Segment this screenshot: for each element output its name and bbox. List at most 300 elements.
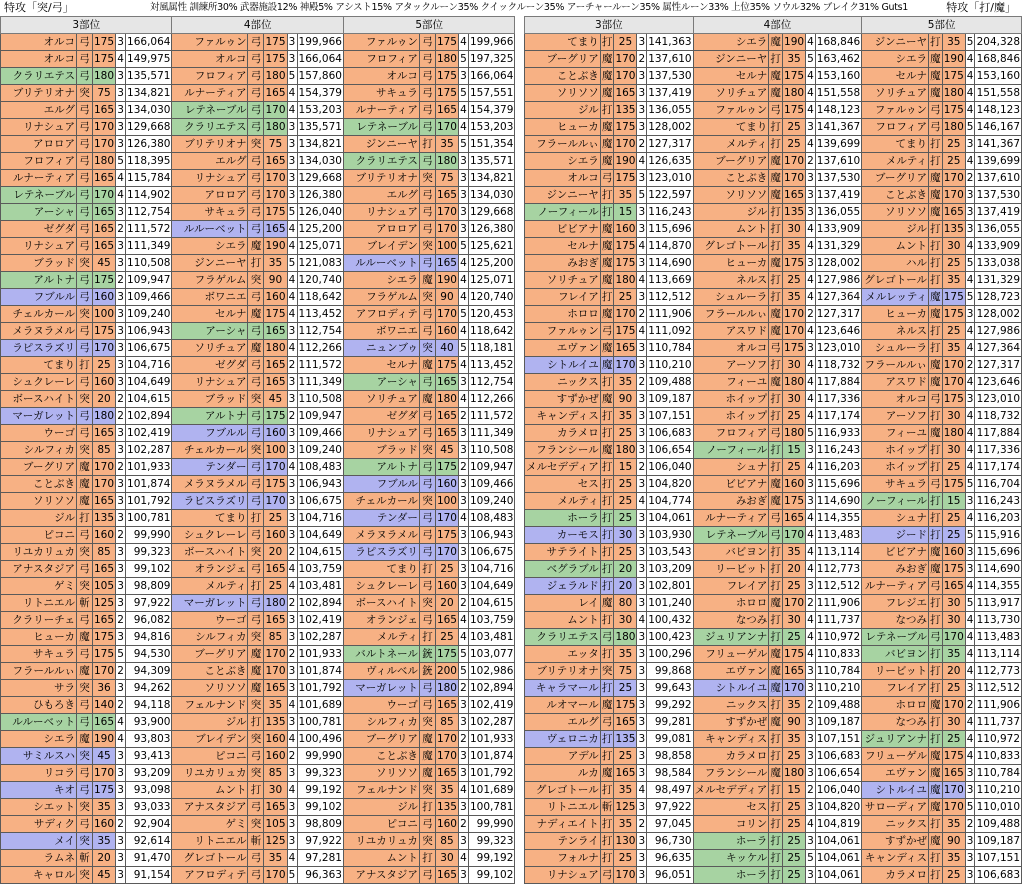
level-cell[interactable]: 180: [614, 272, 637, 289]
level-cell[interactable]: 165: [435, 408, 458, 425]
character-name[interactable]: メラヌラメル: [343, 527, 419, 544]
rank-cell[interactable]: 4: [965, 323, 975, 340]
score-cell[interactable]: 131,329: [975, 272, 1022, 289]
level-cell[interactable]: 165: [264, 85, 287, 102]
type-cell[interactable]: 弓: [419, 187, 435, 204]
score-cell[interactable]: 96,635: [647, 850, 693, 867]
type-cell[interactable]: 弓: [419, 578, 435, 595]
type-cell[interactable]: 弓: [77, 697, 93, 714]
level-cell[interactable]: 30: [942, 612, 965, 629]
score-cell[interactable]: 117,174: [815, 408, 861, 425]
score-cell[interactable]: 99,323: [468, 833, 514, 850]
character-name[interactable]: アーソフ: [693, 357, 769, 374]
level-cell[interactable]: 180: [614, 442, 637, 459]
character-name[interactable]: メルティ: [693, 136, 769, 153]
rank-cell[interactable]: 3: [116, 442, 126, 459]
level-cell[interactable]: 175: [93, 646, 116, 663]
character-name[interactable]: アーシャ: [1, 204, 77, 221]
type-cell[interactable]: 弓: [77, 187, 93, 204]
level-cell[interactable]: 180: [942, 85, 965, 102]
type-cell[interactable]: 打: [769, 136, 783, 153]
character-name[interactable]: リービット: [693, 561, 769, 578]
type-cell[interactable]: 魔: [77, 629, 93, 646]
rank-cell[interactable]: 3: [965, 221, 975, 238]
rank-cell[interactable]: 2: [637, 816, 647, 833]
type-cell[interactable]: 突: [419, 833, 435, 850]
character-name[interactable]: アスワド: [693, 323, 769, 340]
score-cell[interactable]: 118,642: [468, 323, 514, 340]
score-cell[interactable]: 123,010: [975, 391, 1022, 408]
character-name[interactable]: リナシュア: [343, 204, 419, 221]
score-cell[interactable]: 116,243: [815, 442, 861, 459]
rank-cell[interactable]: 3: [806, 578, 816, 595]
rank-cell[interactable]: 3: [116, 323, 126, 340]
score-cell[interactable]: 168,846: [975, 51, 1022, 68]
score-cell[interactable]: 112,773: [975, 663, 1022, 680]
rank-cell[interactable]: 3: [287, 425, 297, 442]
type-cell[interactable]: 弓: [77, 340, 93, 357]
rank-cell[interactable]: 2: [965, 697, 975, 714]
character-name[interactable]: アロロア: [343, 221, 419, 238]
rank-cell[interactable]: 3: [116, 476, 126, 493]
score-cell[interactable]: 111,349: [126, 238, 172, 255]
type-cell[interactable]: 弓: [77, 289, 93, 306]
rank-cell[interactable]: 4: [806, 85, 816, 102]
type-cell[interactable]: 弓: [248, 68, 264, 85]
rank-cell[interactable]: 3: [458, 544, 468, 561]
character-name[interactable]: サミルスハ: [1, 748, 77, 765]
character-name[interactable]: ブーグリア: [693, 153, 769, 170]
score-cell[interactable]: 113,483: [975, 629, 1022, 646]
level-cell[interactable]: 175: [264, 306, 287, 323]
score-cell[interactable]: 108,483: [468, 510, 514, 527]
type-cell[interactable]: 魔: [929, 561, 943, 578]
character-name[interactable]: キオ: [1, 782, 77, 799]
character-name[interactable]: エルグ: [1, 102, 77, 119]
character-name[interactable]: ビビアナ: [525, 221, 601, 238]
score-cell[interactable]: 102,287: [297, 629, 343, 646]
character-name[interactable]: フレジエ: [862, 595, 929, 612]
score-cell[interactable]: 116,933: [815, 425, 861, 442]
level-cell[interactable]: 160: [783, 476, 806, 493]
score-cell[interactable]: 204,328: [975, 34, 1022, 51]
rank-cell[interactable]: 4: [965, 238, 975, 255]
rank-cell[interactable]: 3: [116, 34, 126, 51]
type-cell[interactable]: 打: [929, 323, 943, 340]
type-cell[interactable]: 魔: [929, 782, 943, 799]
level-cell[interactable]: 30: [942, 408, 965, 425]
character-name[interactable]: ゼグダ: [172, 357, 248, 374]
level-cell[interactable]: 35: [614, 187, 637, 204]
level-cell[interactable]: 165: [264, 153, 287, 170]
rank-cell[interactable]: 4: [458, 510, 468, 527]
character-name[interactable]: ラピスラズリ: [343, 544, 419, 561]
rank-cell[interactable]: 5: [287, 68, 297, 85]
score-cell[interactable]: 94,530: [126, 646, 172, 663]
rank-cell[interactable]: 3: [116, 833, 126, 850]
type-cell[interactable]: 弓: [248, 561, 264, 578]
level-cell[interactable]: 20: [783, 561, 806, 578]
rank-cell[interactable]: 3: [116, 255, 126, 272]
rank-cell[interactable]: 5: [116, 646, 126, 663]
level-cell[interactable]: 175: [435, 527, 458, 544]
rank-cell[interactable]: 4: [458, 782, 468, 799]
rank-cell[interactable]: 4: [806, 612, 816, 629]
level-cell[interactable]: 105: [93, 578, 116, 595]
character-name[interactable]: ことぶき: [343, 748, 419, 765]
character-name[interactable]: ヴェロニカ: [525, 731, 601, 748]
level-cell[interactable]: 25: [614, 680, 637, 697]
character-name[interactable]: みおぎ: [693, 493, 769, 510]
score-cell[interactable]: 109,187: [647, 391, 693, 408]
level-cell[interactable]: 25: [614, 425, 637, 442]
type-cell[interactable]: 弓: [419, 51, 435, 68]
rank-cell[interactable]: 4: [287, 272, 297, 289]
level-cell[interactable]: 36: [93, 680, 116, 697]
character-name[interactable]: フロフィア: [172, 68, 248, 85]
score-cell[interactable]: 103,759: [468, 612, 514, 629]
level-cell[interactable]: 170: [614, 136, 637, 153]
type-cell[interactable]: 魔: [77, 731, 93, 748]
score-cell[interactable]: 116,203: [815, 459, 861, 476]
level-cell[interactable]: 125: [93, 595, 116, 612]
character-name[interactable]: ニュンブゥ: [343, 340, 419, 357]
character-name[interactable]: ボワニエ: [172, 289, 248, 306]
character-name[interactable]: ファルゥン: [862, 102, 929, 119]
rank-cell[interactable]: 2: [287, 595, 297, 612]
score-cell[interactable]: 123,010: [815, 340, 861, 357]
type-cell[interactable]: 魔: [600, 357, 614, 374]
level-cell[interactable]: 25: [435, 561, 458, 578]
rank-cell[interactable]: 4: [965, 731, 975, 748]
level-cell[interactable]: 20: [942, 663, 965, 680]
character-name[interactable]: ムント: [343, 850, 419, 867]
level-cell[interactable]: 15: [942, 493, 965, 510]
level-cell[interactable]: 90: [264, 272, 287, 289]
character-name[interactable]: バビヨン: [862, 646, 929, 663]
character-name[interactable]: みおぎ: [862, 561, 929, 578]
rank-cell[interactable]: 3: [806, 833, 816, 850]
level-cell[interactable]: 170: [783, 153, 806, 170]
rank-cell[interactable]: 2: [287, 544, 297, 561]
character-name[interactable]: ナディエイト: [525, 816, 601, 833]
score-cell[interactable]: 137,419: [647, 85, 693, 102]
rank-cell[interactable]: 3: [965, 187, 975, 204]
character-name[interactable]: ニックス: [693, 697, 769, 714]
type-cell[interactable]: 打: [769, 799, 783, 816]
character-name[interactable]: シルフィカ: [1, 442, 77, 459]
character-name[interactable]: ホーラ: [525, 510, 601, 527]
character-name[interactable]: エッタ: [525, 646, 601, 663]
level-cell[interactable]: 160: [264, 731, 287, 748]
level-cell[interactable]: 25: [783, 459, 806, 476]
score-cell[interactable]: 103,543: [647, 544, 693, 561]
level-cell[interactable]: 25: [783, 867, 806, 884]
level-cell[interactable]: 25: [614, 748, 637, 765]
type-cell[interactable]: 魔: [769, 765, 783, 782]
score-cell[interactable]: 97,922: [297, 833, 343, 850]
type-cell[interactable]: 弓: [77, 170, 93, 187]
level-cell[interactable]: 170: [783, 680, 806, 697]
score-cell[interactable]: 106,683: [975, 867, 1022, 884]
score-cell[interactable]: 141,363: [647, 34, 693, 51]
level-cell[interactable]: 170: [435, 510, 458, 527]
type-cell[interactable]: 打: [929, 663, 943, 680]
score-cell[interactable]: 117,884: [815, 374, 861, 391]
level-cell[interactable]: 180: [264, 340, 287, 357]
rank-cell[interactable]: 4: [287, 782, 297, 799]
type-cell[interactable]: 弓: [419, 306, 435, 323]
score-cell[interactable]: 122,597: [647, 187, 693, 204]
level-cell[interactable]: 165: [93, 170, 116, 187]
rank-cell[interactable]: 3: [965, 544, 975, 561]
type-cell[interactable]: 突: [248, 391, 264, 408]
parts-header[interactable]: 4部位: [693, 17, 862, 34]
character-name[interactable]: キャンディス: [693, 731, 769, 748]
type-cell[interactable]: 打: [929, 595, 943, 612]
level-cell[interactable]: 90: [614, 391, 637, 408]
character-name[interactable]: すずかぜ: [693, 714, 769, 731]
level-cell[interactable]: 165: [435, 102, 458, 119]
score-cell[interactable]: 111,737: [975, 714, 1022, 731]
type-cell[interactable]: 魔: [929, 68, 943, 85]
score-cell[interactable]: 93,413: [126, 748, 172, 765]
score-cell[interactable]: 109,488: [975, 816, 1022, 833]
type-cell[interactable]: 突: [77, 833, 93, 850]
type-cell[interactable]: 打: [929, 612, 943, 629]
type-cell[interactable]: 弓: [248, 170, 264, 187]
level-cell[interactable]: 35: [942, 850, 965, 867]
level-cell[interactable]: 25: [783, 136, 806, 153]
character-name[interactable]: ソリチュア: [525, 272, 601, 289]
character-name[interactable]: ラピスラズリ: [1, 340, 77, 357]
score-cell[interactable]: 102,287: [468, 714, 514, 731]
score-cell[interactable]: 113,114: [815, 544, 861, 561]
level-cell[interactable]: 165: [942, 204, 965, 221]
score-cell[interactable]: 168,846: [815, 34, 861, 51]
rank-cell[interactable]: 2: [965, 816, 975, 833]
score-cell[interactable]: 148,123: [975, 102, 1022, 119]
rank-cell[interactable]: 4: [458, 255, 468, 272]
level-cell[interactable]: 180: [614, 629, 637, 646]
score-cell[interactable]: 115,916: [975, 527, 1022, 544]
score-cell[interactable]: 123,646: [975, 374, 1022, 391]
character-name[interactable]: リコラ: [1, 765, 77, 782]
type-cell[interactable]: 弓: [419, 323, 435, 340]
type-cell[interactable]: 打: [600, 425, 614, 442]
rank-cell[interactable]: 3: [116, 136, 126, 153]
score-cell[interactable]: 101,874: [297, 663, 343, 680]
rank-cell[interactable]: 3: [116, 238, 126, 255]
level-cell[interactable]: 170: [93, 476, 116, 493]
rank-cell[interactable]: 3: [116, 850, 126, 867]
rank-cell[interactable]: 2: [287, 748, 297, 765]
type-cell[interactable]: 魔: [248, 306, 264, 323]
level-cell[interactable]: 175: [435, 459, 458, 476]
score-cell[interactable]: 104,716: [126, 357, 172, 374]
rank-cell[interactable]: 5: [287, 255, 297, 272]
level-cell[interactable]: 25: [942, 153, 965, 170]
score-cell[interactable]: 99,643: [647, 680, 693, 697]
score-cell[interactable]: 118,642: [297, 289, 343, 306]
rank-cell[interactable]: 2: [116, 221, 126, 238]
character-name[interactable]: ソリソソ: [1, 493, 77, 510]
level-cell[interactable]: 160: [264, 527, 287, 544]
level-cell[interactable]: 20: [93, 391, 116, 408]
type-cell[interactable]: 打: [600, 612, 614, 629]
rank-cell[interactable]: 3: [637, 595, 647, 612]
score-cell[interactable]: 99,323: [297, 765, 343, 782]
character-name[interactable]: ソリチュア: [862, 85, 929, 102]
character-name[interactable]: カーモス: [525, 527, 601, 544]
character-name[interactable]: ホイップ: [693, 408, 769, 425]
rank-cell[interactable]: 4: [116, 187, 126, 204]
rank-cell[interactable]: 5: [458, 663, 468, 680]
level-cell[interactable]: 100: [435, 238, 458, 255]
rank-cell[interactable]: 3: [637, 867, 647, 884]
rank-cell[interactable]: 3: [637, 340, 647, 357]
rank-cell[interactable]: 3: [637, 680, 647, 697]
rank-cell[interactable]: 4: [965, 748, 975, 765]
character-name[interactable]: ホロロ: [525, 306, 601, 323]
rank-cell[interactable]: 4: [287, 731, 297, 748]
rank-cell[interactable]: 3: [287, 629, 297, 646]
character-name[interactable]: ホイップ: [862, 459, 929, 476]
level-cell[interactable]: 160: [435, 476, 458, 493]
rank-cell[interactable]: 3: [965, 493, 975, 510]
level-cell[interactable]: 165: [264, 680, 287, 697]
score-cell[interactable]: 118,181: [468, 340, 514, 357]
level-cell[interactable]: 45: [93, 255, 116, 272]
score-cell[interactable]: 98,858: [647, 748, 693, 765]
character-name[interactable]: セルナ: [693, 68, 769, 85]
level-cell[interactable]: 25: [783, 629, 806, 646]
level-cell[interactable]: 35: [614, 782, 637, 799]
level-cell[interactable]: 35: [264, 850, 287, 867]
type-cell[interactable]: 突: [77, 255, 93, 272]
rank-cell[interactable]: 3: [287, 442, 297, 459]
type-cell[interactable]: 打: [929, 136, 943, 153]
score-cell[interactable]: 106,040: [815, 782, 861, 799]
type-cell[interactable]: 打: [929, 459, 943, 476]
type-cell[interactable]: 魔: [769, 255, 783, 272]
character-name[interactable]: ニックス: [862, 816, 929, 833]
level-cell[interactable]: 135: [93, 510, 116, 527]
type-cell[interactable]: 打: [600, 833, 614, 850]
type-cell[interactable]: 打: [600, 578, 614, 595]
type-cell[interactable]: 打: [929, 153, 943, 170]
score-cell[interactable]: 101,792: [468, 765, 514, 782]
score-cell[interactable]: 106,675: [468, 544, 514, 561]
rank-cell[interactable]: 4: [806, 221, 816, 238]
score-cell[interactable]: 101,933: [468, 731, 514, 748]
score-cell[interactable]: 110,972: [975, 731, 1022, 748]
score-cell[interactable]: 135,571: [126, 68, 172, 85]
type-cell[interactable]: 魔: [77, 476, 93, 493]
level-cell[interactable]: 15: [614, 459, 637, 476]
rank-cell[interactable]: 2: [458, 680, 468, 697]
rank-cell[interactable]: 3: [637, 221, 647, 238]
character-name[interactable]: リービット: [862, 663, 929, 680]
score-cell[interactable]: 104,061: [815, 867, 861, 884]
score-cell[interactable]: 126,635: [647, 153, 693, 170]
character-name[interactable]: キャロル: [1, 867, 77, 884]
type-cell[interactable]: 弓: [248, 204, 264, 221]
type-cell[interactable]: 打: [77, 357, 93, 374]
score-cell[interactable]: 139,699: [975, 153, 1022, 170]
type-cell[interactable]: 弓: [248, 357, 264, 374]
type-cell[interactable]: 魔: [248, 238, 264, 255]
score-cell[interactable]: 134,821: [126, 85, 172, 102]
rank-cell[interactable]: 3: [287, 119, 297, 136]
score-cell[interactable]: 108,483: [297, 459, 343, 476]
level-cell[interactable]: 165: [264, 561, 287, 578]
score-cell[interactable]: 98,809: [126, 578, 172, 595]
character-name[interactable]: ハル: [862, 255, 929, 272]
score-cell[interactable]: 104,615: [126, 391, 172, 408]
type-cell[interactable]: 魔: [769, 595, 783, 612]
score-cell[interactable]: 136,055: [647, 102, 693, 119]
character-name[interactable]: フロフィア: [862, 119, 929, 136]
character-name[interactable]: ボワニエ: [343, 323, 419, 340]
character-name[interactable]: ことぶき: [1, 476, 77, 493]
character-name[interactable]: ゲミ: [172, 816, 248, 833]
score-cell[interactable]: 113,730: [975, 612, 1022, 629]
rank-cell[interactable]: 3: [806, 867, 816, 884]
character-name[interactable]: フロフィア: [693, 425, 769, 442]
level-cell[interactable]: 175: [942, 289, 965, 306]
level-cell[interactable]: 165: [93, 561, 116, 578]
character-name[interactable]: てまり: [1, 357, 77, 374]
character-name[interactable]: ブリテリオナ: [172, 136, 248, 153]
character-name[interactable]: アロロア: [172, 187, 248, 204]
type-cell[interactable]: 弓: [419, 680, 435, 697]
rank-cell[interactable]: 4: [287, 850, 297, 867]
character-name[interactable]: メイ: [1, 833, 77, 850]
rank-cell[interactable]: 2: [458, 816, 468, 833]
score-cell[interactable]: 109,466: [126, 289, 172, 306]
type-cell[interactable]: 打: [769, 578, 783, 595]
type-cell[interactable]: 打: [929, 493, 943, 510]
rank-cell[interactable]: 4: [806, 544, 816, 561]
score-cell[interactable]: 101,933: [297, 646, 343, 663]
type-cell[interactable]: 弓: [248, 612, 264, 629]
type-cell[interactable]: 打: [769, 748, 783, 765]
character-name[interactable]: ラムネ: [1, 850, 77, 867]
character-name[interactable]: てまり: [343, 561, 419, 578]
score-cell[interactable]: 134,821: [468, 170, 514, 187]
level-cell[interactable]: 175: [783, 255, 806, 272]
level-cell[interactable]: 170: [783, 306, 806, 323]
level-cell[interactable]: 25: [93, 357, 116, 374]
level-cell[interactable]: 75: [614, 663, 637, 680]
type-cell[interactable]: 打: [600, 476, 614, 493]
type-cell[interactable]: 打: [769, 459, 783, 476]
score-cell[interactable]: 98,497: [647, 782, 693, 799]
rank-cell[interactable]: 2: [806, 782, 816, 799]
score-cell[interactable]: 104,061: [647, 510, 693, 527]
character-name[interactable]: フリューゲル: [862, 748, 929, 765]
score-cell[interactable]: 92,904: [126, 816, 172, 833]
level-cell[interactable]: 175: [93, 51, 116, 68]
type-cell[interactable]: 魔: [600, 136, 614, 153]
score-cell[interactable]: 106,675: [126, 340, 172, 357]
score-cell[interactable]: 109,947: [297, 408, 343, 425]
level-cell[interactable]: 160: [264, 289, 287, 306]
level-cell[interactable]: 25: [942, 731, 965, 748]
character-name[interactable]: レテネーブル: [343, 119, 419, 136]
character-name[interactable]: マーガレット: [172, 595, 248, 612]
